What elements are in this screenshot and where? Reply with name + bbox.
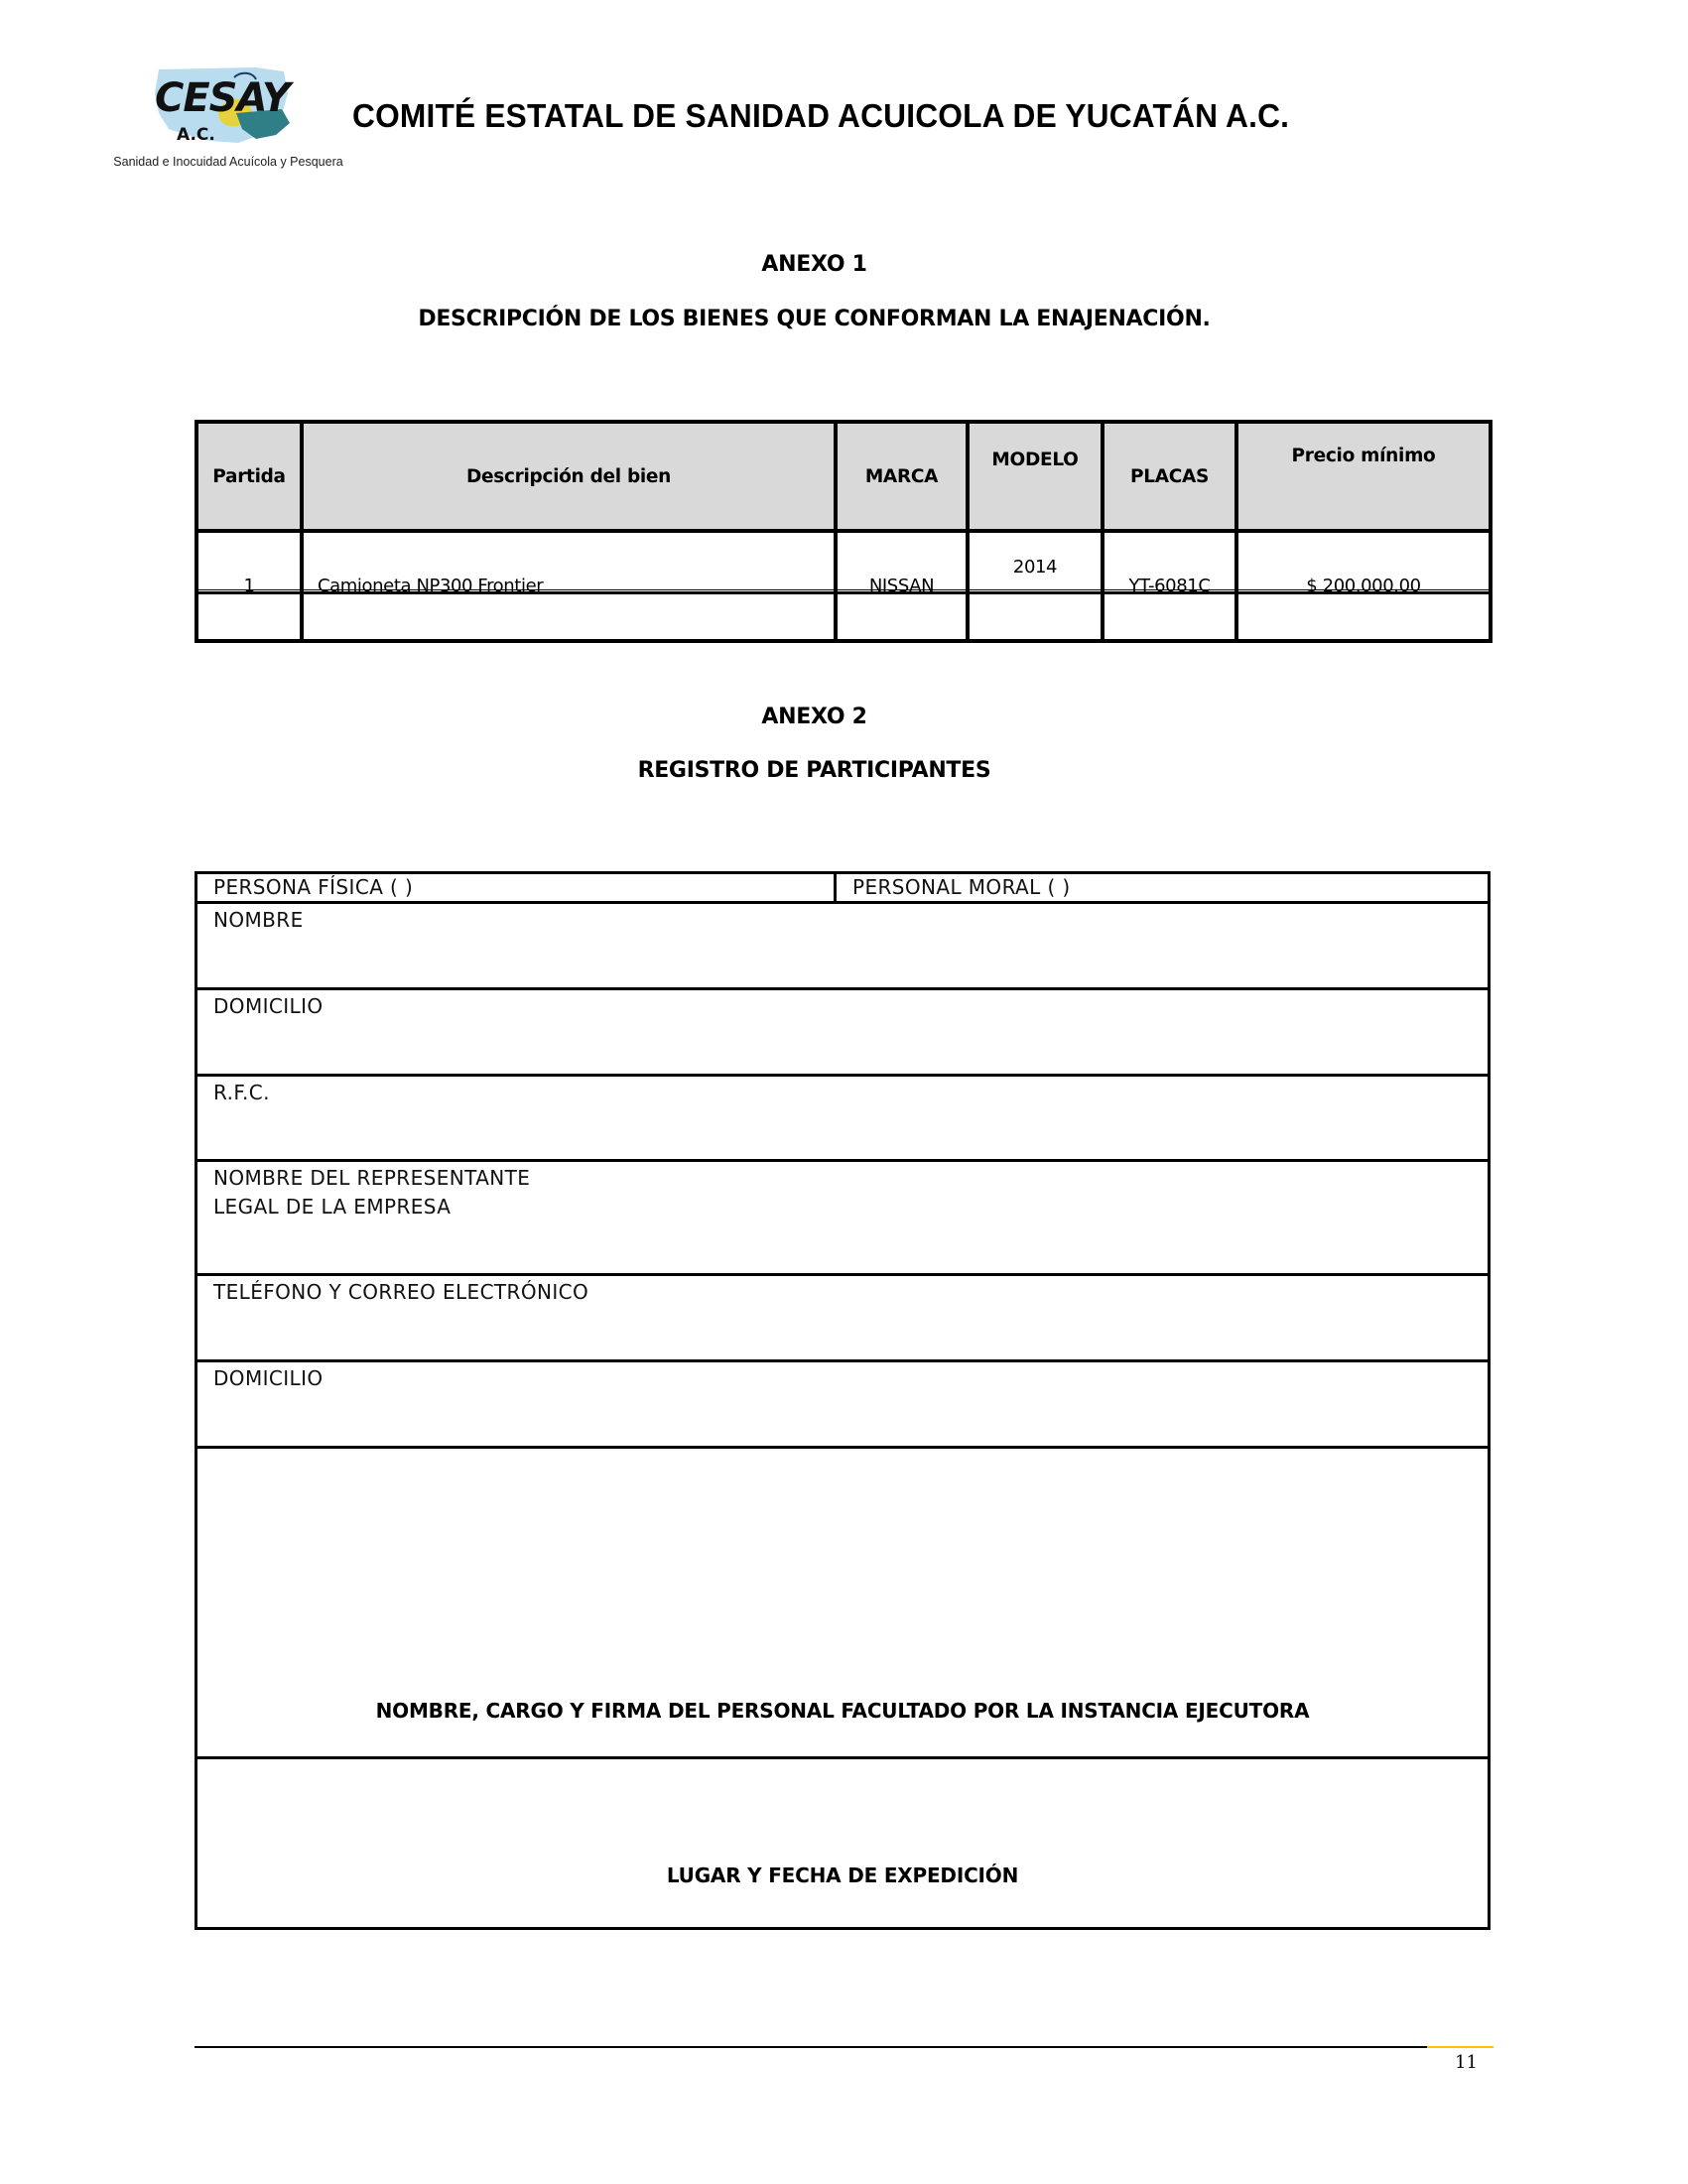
page-number: 11 — [1455, 2052, 1478, 2073]
representante-legal-field[interactable] — [197, 1162, 1488, 1276]
logo-wordmark: CESAY — [155, 75, 290, 121]
participant-registration-form — [195, 871, 1491, 1930]
anexo1-subtitle: DESCRIPCIÓN DE LOS BIENES QUE CONFORMAN LA ENAJENACIÓN. — [418, 307, 1211, 331]
cell-descripcion: Camioneta NP300 Frontier — [302, 531, 836, 641]
domicilio-2-label: DOMICILIO — [213, 1366, 324, 1390]
col-partida: Partida — [196, 422, 302, 531]
goods-table — [195, 420, 1493, 643]
representante-label-line1: NOMBRE DEL REPRESENTANTE — [213, 1166, 531, 1190]
cell-marca: NISSAN — [836, 531, 968, 641]
rfc-label: R.F.C. — [213, 1081, 270, 1104]
table-bottom-double-rule — [195, 589, 1489, 594]
cesay-logo — [107, 64, 345, 175]
table-row — [196, 531, 1491, 641]
anexo2-title: ANEXO 2 — [761, 705, 867, 729]
place-date-box[interactable] — [197, 1759, 1488, 1927]
persona-fisica-label: PERSONA FÍSICA ( ) — [213, 875, 414, 899]
telefono-correo-field[interactable] — [197, 1276, 1488, 1362]
persona-type-row — [197, 874, 1488, 904]
cell-precio: $ 200,000.00 — [1236, 531, 1491, 641]
goods-table-header — [196, 422, 1491, 531]
organization-title: COMITÉ ESTATAL DE SANIDAD ACUICOLA DE YUCATÁN A.C. — [352, 97, 1290, 134]
col-descripcion: Descripción del bien — [302, 422, 836, 531]
persona-moral-label: PERSONAL MORAL ( ) — [852, 875, 1071, 899]
cell-placas: YT-6081C — [1103, 531, 1236, 641]
representante-label-line2: LEGAL DE LA EMPRESA — [213, 1195, 452, 1219]
logo-suffix: A.C. — [177, 125, 215, 145]
anexo1-title: ANEXO 1 — [761, 252, 867, 277]
domicilio-label: DOMICILIO — [213, 994, 324, 1018]
place-date-label: LUGAR Y FECHA DE EXPEDICIÓN — [666, 1863, 1019, 1887]
col-modelo: MODELO — [968, 422, 1103, 531]
domicilio-2-field[interactable] — [197, 1362, 1488, 1449]
persona-fisica-option[interactable] — [197, 874, 837, 901]
persona-moral-option[interactable] — [837, 874, 1488, 901]
footer-rule — [195, 2046, 1427, 2048]
col-placas: PLACAS — [1103, 422, 1236, 531]
anexo2-subtitle: REGISTRO DE PARTICIPANTES — [637, 758, 991, 783]
cell-partida: 1 — [196, 531, 302, 641]
col-marca: MARCA — [836, 422, 968, 531]
telefono-correo-label: TELÉFONO Y CORREO ELECTRÓNICO — [213, 1280, 589, 1304]
nombre-label: NOMBRE — [213, 908, 304, 932]
rfc-field[interactable] — [197, 1077, 1488, 1162]
cell-modelo: 2014 — [968, 531, 1103, 641]
col-precio-minimo: Precio mínimo — [1236, 422, 1491, 531]
footer-accent-rule — [1427, 2046, 1493, 2048]
domicilio-field[interactable] — [197, 990, 1488, 1077]
logo-tagline: Sanidad e Inocuidad Acuícola y Pesquera — [113, 155, 343, 169]
signature-box[interactable] — [197, 1449, 1488, 1759]
signature-label: NOMBRE, CARGO Y FIRMA DEL PERSONAL FACULTADO POR LA INSTANCIA EJECUTORA — [375, 1699, 1310, 1723]
nombre-field[interactable] — [197, 904, 1488, 990]
